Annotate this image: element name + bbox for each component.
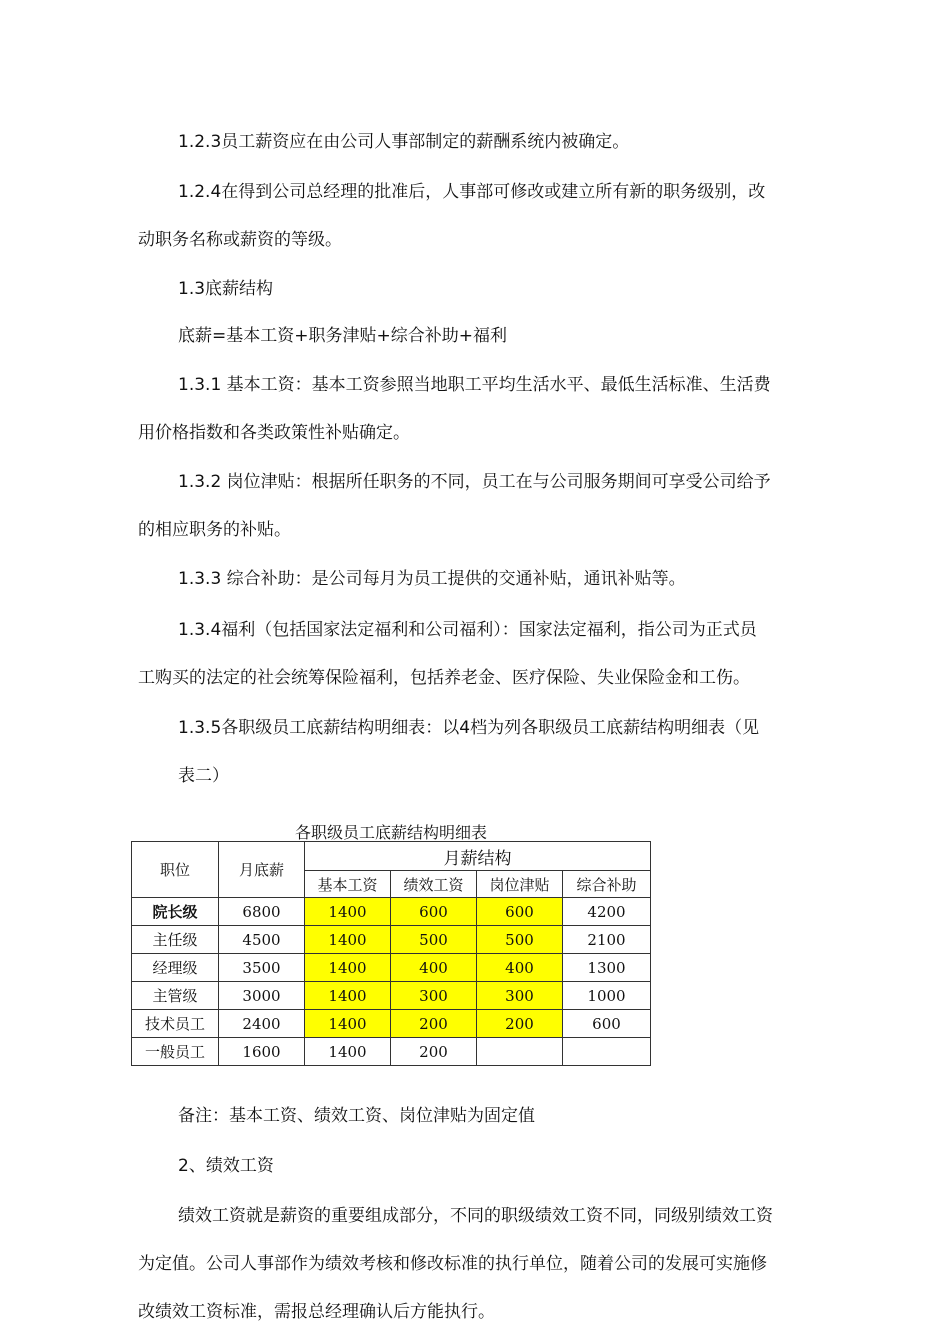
header-monthly-structure: 月薪结构: [305, 842, 651, 871]
header-subsidy: 综合补助: [563, 871, 651, 898]
table-row: [132, 982, 651, 1010]
table-title: 各职级员工底薪结构明细表: [294, 823, 487, 842]
table-note: 备注：基本工资、绩效工资、岗位津贴为固定值: [178, 1106, 535, 1126]
cell-subsidy: 4200: [563, 898, 651, 926]
paragraph-1-3-5-line2: 表二）: [178, 766, 229, 786]
header-monthly-salary: 月底薪: [219, 842, 305, 898]
cell-monthly: 4500: [219, 926, 305, 954]
cell-post: 600: [477, 898, 563, 926]
salary-structure-table: [131, 841, 651, 1066]
paragraph-1-3-2-line1: 1.3.2 岗位津贴：根据所任职务的不同，员工在与公司服务期间可享受公司给予: [178, 472, 771, 492]
paragraph-1-3-1-line2: 用价格指数和各类政策性补贴确定。: [138, 423, 410, 443]
paragraph-1-2-3: 1.2.3员工薪资应在由公司人事部制定的薪酬系统内被确定。: [178, 132, 630, 152]
cell-position: 主任级: [132, 926, 219, 954]
formula-base-salary: 底薪=基本工资+职务津贴+综合补助+福利: [178, 326, 507, 346]
cell-monthly: 3500: [219, 954, 305, 982]
cell-subsidy: 600: [563, 1010, 651, 1038]
cell-basic: 1400: [305, 954, 391, 982]
paragraph-1-3-3: 1.3.3 综合补助：是公司每月为员工提供的交通补贴，通讯补贴等。: [178, 569, 686, 589]
cell-performance: 500: [391, 926, 477, 954]
cell-subsidy: 2100: [563, 926, 651, 954]
heading-1-3: 1.3底薪结构: [178, 279, 274, 299]
table-row: [132, 1038, 651, 1066]
cell-post: 200: [477, 1010, 563, 1038]
cell-position: 技术员工: [132, 1010, 219, 1038]
cell-performance: 200: [391, 1010, 477, 1038]
cell-monthly: 6800: [219, 898, 305, 926]
cell-basic: 1400: [305, 1010, 391, 1038]
table-row: [132, 898, 651, 926]
cell-position: 经理级: [132, 954, 219, 982]
paragraph-1-3-4-line2: 工购买的法定的社会统筹保险福利，包括养老金、医疗保险、失业保险金和工伤。: [138, 668, 750, 688]
paragraph-1-3-5-line1: 1.3.5各职级员工底薪结构明细表：以4档为列各职级员工底薪结构明细表（见: [178, 718, 760, 738]
cell-position: 院长级: [132, 898, 219, 926]
paragraph-performance-line3: 改绩效工资标准，需报总经理确认后方能执行。: [138, 1302, 495, 1322]
cell-basic: 1400: [305, 898, 391, 926]
cell-position: 主管级: [132, 982, 219, 1010]
cell-post: 500: [477, 926, 563, 954]
paragraph-1-2-4-line2: 动职务名称或薪资的等级。: [138, 230, 342, 250]
paragraph-performance-line2: 为定值。公司人事部作为绩效考核和修改标准的执行单位，随着公司的发展可实施修: [138, 1254, 767, 1274]
paragraph-1-3-2-line2: 的相应职务的补贴。: [138, 520, 291, 540]
heading-performance-wage: 2、绩效工资: [178, 1156, 274, 1176]
cell-performance: 200: [391, 1038, 477, 1066]
cell-subsidy: 1000: [563, 982, 651, 1010]
cell-basic: 1400: [305, 926, 391, 954]
cell-subsidy: [563, 1038, 651, 1066]
cell-performance: 300: [391, 982, 477, 1010]
paragraph-performance-line1: 绩效工资就是薪资的重要组成部分，不同的职级绩效工资不同，同级别绩效工资: [178, 1206, 773, 1226]
cell-basic: 1400: [305, 1038, 391, 1066]
header-basic-wage: 基本工资: [305, 871, 391, 898]
table-row: [132, 926, 651, 954]
table-row: [132, 1010, 651, 1038]
paragraph-1-3-1-line1: 1.3.1 基本工资：基本工资参照当地职工平均生活水平、最低生活标准、生活费: [178, 375, 771, 395]
cell-basic: 1400: [305, 982, 391, 1010]
cell-position: 一般员工: [132, 1038, 219, 1066]
table-row: [132, 954, 651, 982]
cell-monthly: 1600: [219, 1038, 305, 1066]
header-position: 职位: [132, 842, 219, 898]
paragraph-1-3-4-line1: 1.3.4福利（包括国家法定福利和公司福利）：国家法定福利，指公司为正式员: [178, 620, 757, 640]
paragraph-1-2-4-line1: 1.2.4在得到公司总经理的批准后，人事部可修改或建立所有新的职务级别，改: [178, 182, 766, 202]
cell-performance: 400: [391, 954, 477, 982]
cell-subsidy: 1300: [563, 954, 651, 982]
cell-monthly: 2400: [219, 1010, 305, 1038]
cell-post: 400: [477, 954, 563, 982]
cell-post: [477, 1038, 563, 1066]
header-post-allowance: 岗位津贴: [477, 871, 563, 898]
header-performance-wage: 绩效工资: [391, 871, 477, 898]
cell-monthly: 3000: [219, 982, 305, 1010]
cell-performance: 600: [391, 898, 477, 926]
cell-post: 300: [477, 982, 563, 1010]
